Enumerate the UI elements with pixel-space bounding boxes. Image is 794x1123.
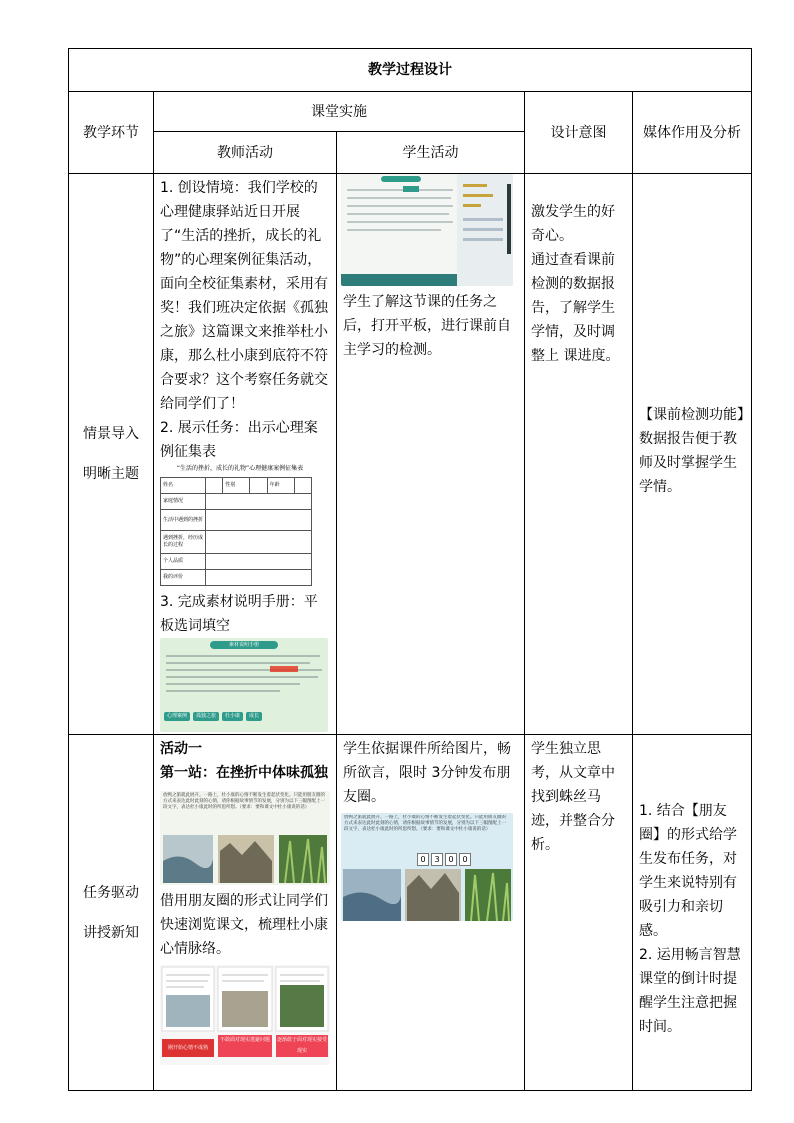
teacher-activity-task xyxy=(154,735,337,1091)
media-intro-text: 【课前检测功能】数据报告便于教师及时掌握学生学情。 xyxy=(639,407,744,495)
student-activity-intro xyxy=(337,174,525,735)
stage-intro xyxy=(69,174,154,735)
intent-task-text: 学生独立思考，从文章中找到蛛丝马迹，并整合分析。 xyxy=(531,741,615,853)
slide-pictures xyxy=(160,791,330,885)
stage-intro-line1: 情景导入 xyxy=(83,426,139,442)
form-cell xyxy=(294,478,311,494)
handbook-tag[interactable]: 孤独之旅 xyxy=(193,712,219,721)
table-title: 教学过程设计 xyxy=(69,49,752,92)
student-activity-task-text: 学生依据课件所给图片，畅所欲言，限时 3分钟发布朋友圈。 xyxy=(343,741,511,805)
station-title: 第一站：在挫折中体味孤独 xyxy=(160,765,328,781)
stage-task-line1: 任务驱动 xyxy=(83,884,139,901)
intent-intro xyxy=(525,174,633,735)
form-cell xyxy=(206,554,312,570)
timer-digit: 0 xyxy=(417,853,429,866)
form-row-label: 生活中遇到的挫折 xyxy=(161,510,206,531)
form-cell xyxy=(206,494,312,510)
handbook-tags xyxy=(164,712,262,721)
case-form-image xyxy=(160,464,320,586)
stage-task xyxy=(69,735,154,1091)
stage-intro-line2: 明晰主题 xyxy=(83,466,139,482)
header-media: 媒体作用及分析 xyxy=(633,92,752,174)
lesson-design-table xyxy=(68,48,752,1091)
intent-intro-text: 激发学生的好奇心。 通过查看课前检测的数据报告，了解学生学情，及时调整上 课进度。 xyxy=(531,204,620,364)
header-implementation: 课堂实施 xyxy=(154,92,525,132)
form-cell xyxy=(206,531,312,554)
teacher-activity-intro xyxy=(154,174,337,735)
teacher-task-text: 借用朋友圈的形式让同学们快速浏览课文，梳理杜小康心情脉络。 xyxy=(160,893,328,957)
handbook-tag[interactable]: 杜小康 xyxy=(222,712,243,721)
moments-task-slide xyxy=(160,791,330,885)
media-task-1: 1. 结合【朋友圈】的形式给学生发布任务，对学生来说特别有吸引力和亲切感。 xyxy=(639,803,737,939)
pretest-content-lines xyxy=(341,174,513,286)
moments-examples-image xyxy=(160,965,330,1065)
activity-title: 活动一 xyxy=(160,741,202,757)
timer-digit: 0 xyxy=(445,853,457,866)
moments-caption-2: 不敢面对现实逃避问题 xyxy=(218,1035,272,1057)
media-task xyxy=(633,735,752,1091)
teacher-step-3: 3. 完成素材说明手册：平板选词填空 xyxy=(160,594,318,634)
student-activity-task xyxy=(337,735,525,1091)
form-cell xyxy=(206,478,223,494)
handbook-tag[interactable]: 成长 xyxy=(246,712,262,721)
timer-digit: 0 xyxy=(459,853,471,866)
moments-caption-3: 逐渐敢于面对现实接受现实 xyxy=(276,1035,328,1057)
timer-slide-pictures xyxy=(341,813,513,921)
pretest-screen-image xyxy=(341,174,513,286)
form-row-label: 个人品质 xyxy=(161,554,206,570)
slide-instruction: 放鸭之旅就此展开。一路上，杜小康的心情不断发生着起伏变化。只能用朋友圈的方式来表达此时此刻的心情，请你根据故事情节的发展，分别为以下三幅图配上一段文字，表达杜小康此时的所思所想。（要求：要和课文中杜小康说的话） xyxy=(163,793,325,810)
form-cell xyxy=(250,478,267,494)
header-teacher: 教师活动 xyxy=(154,132,337,174)
intent-task xyxy=(525,735,633,1091)
form-row-label: 我的评价 xyxy=(161,570,206,586)
case-form-title: “生活的挫折，成长的礼物”心理健康案例征集表 xyxy=(176,465,304,472)
form-row-label: 家庭情况 xyxy=(161,494,206,510)
media-intro xyxy=(633,174,752,735)
stage-task-line2: 讲授新知 xyxy=(83,924,139,941)
handbook-tag[interactable]: 心理案例 xyxy=(164,712,190,721)
case-form-table xyxy=(160,477,312,586)
teacher-step-1: 1. 创设情境：我们学校的心理健康驿站近日开展了“生活的挫折，成长的礼物”的心理案例征集活动，面向全校征集素材，采用有奖！我们班决定依据《孤独之旅》这篇课文来推举杜小康，那么杜小康到底符不符合要求？这个考察任务就交给同学们了！ xyxy=(160,180,328,412)
timer-digit: 3 xyxy=(431,853,443,866)
moments-caption-1: 刚开始心情不成熟 xyxy=(162,1039,214,1057)
form-row-label: 遇到挫折，经历成长的过程 xyxy=(161,531,206,554)
form-col-label: 性别 xyxy=(223,478,250,494)
form-cell xyxy=(206,570,312,586)
form-row-label: 姓名 xyxy=(161,478,206,494)
header-student: 学生活动 xyxy=(337,132,525,174)
form-cell xyxy=(206,510,312,531)
timer-slide-image xyxy=(341,813,513,921)
header-stage: 教学环节 xyxy=(69,92,154,174)
timer-slide-text: 放鸭之旅就此展开。一路上，杜小康的心情不断发生着起伏变化。只能用朋友圈的方式来表达此时此刻的心情，请你根据故事情节的发展，分别为以下三幅图配上一段文字，表达杜小康此时的所思所想。（要求：要和课文中杜小康说的话） xyxy=(344,815,506,832)
student-activity-intro-text: 学生了解这节课的任务之后，打开平板，进行课前自主学习的检测。 xyxy=(343,294,511,358)
form-col-label: 年龄 xyxy=(267,478,294,494)
media-task-2: 2. 运用畅言智慧课堂的倒计时提醒学生注意把握时间。 xyxy=(639,947,741,1035)
handbook-slide-image xyxy=(160,638,328,732)
header-intent: 设计意图 xyxy=(525,92,633,174)
handbook-heading: 素材说明手册 xyxy=(210,641,278,649)
teacher-step-2: 2. 展示任务：出示心理案例征集表 xyxy=(160,420,318,460)
